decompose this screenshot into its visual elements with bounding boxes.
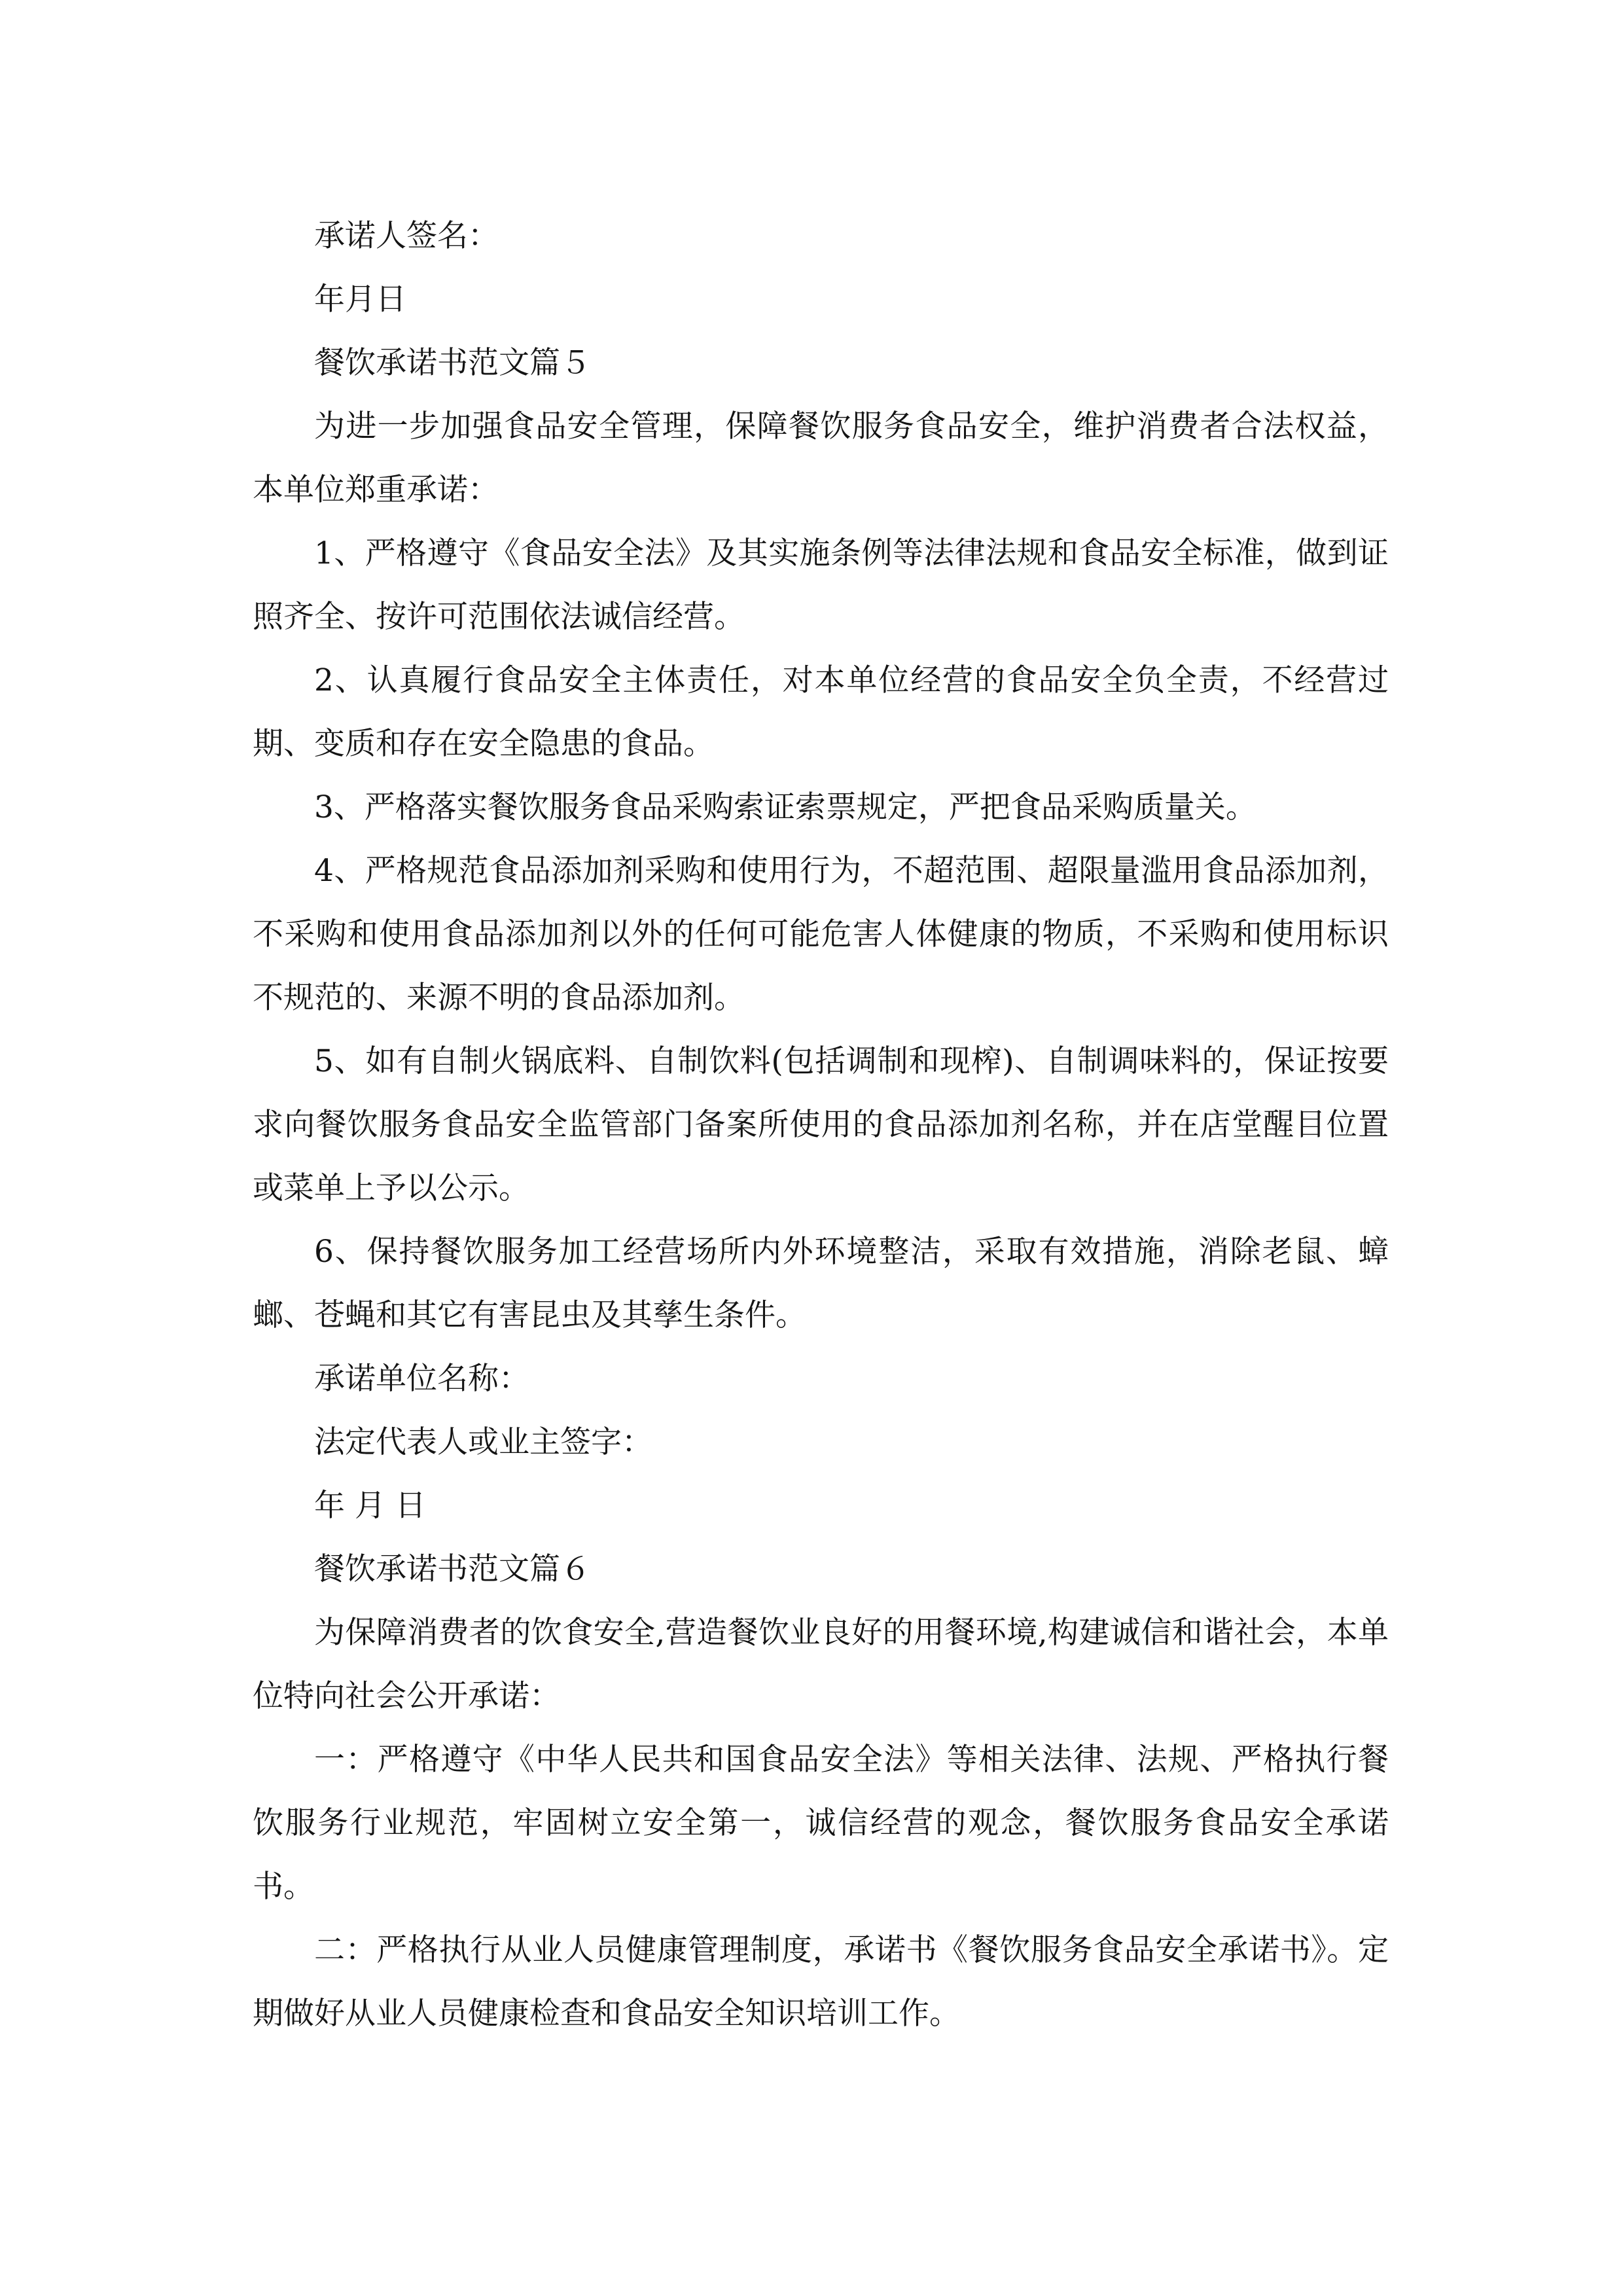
representative-signature-line: 法定代表人或业主签字： xyxy=(314,1424,652,1460)
date-line-spaced: 年 月 日 xyxy=(314,1488,426,1524)
signature-line: 承诺人签名： xyxy=(314,218,499,254)
commitment-item-5: 5、如有自制火锅底料、自制饮料(包括调制和现榨)、自制调味料的，保证按要求向餐饮服务食品安全监管部门备案所使用的食品添加剂名称，并在店堂醒目位置或菜单上予以公示。 xyxy=(253,1043,1389,1206)
date-line: 年月日 xyxy=(314,281,406,317)
unit-name-line: 承诺单位名称： xyxy=(314,1361,529,1397)
commitment-item-3: 3、严格落实餐饮服务食品采购索证索票规定，严把食品采购质量关。 xyxy=(314,789,1257,825)
commitment-item-two: 二：严格执行从业人员健康管理制度，承诺书《餐饮服务食品安全承诺书》。定期做好从业人员健康检查和食品安全知识培训工作。 xyxy=(253,1932,1389,2032)
commitment-item-4: 4、严格规范食品添加剂采购和使用行为，不超范围、超限量滥用食品添加剂，不采购和使用食品添加剂以外的任何可能危害人体健康的物质，不采购和使用标识不规范的、来源不明的食品添加剂。 xyxy=(253,853,1389,1016)
commitment-item-one: 一：严格遵守《中华人民共和国食品安全法》等相关法律、法规、严格执行餐饮服务行业规范，牢固树立安全第一，诚信经营的观念，餐饮服务食品安全承诺书。 xyxy=(253,1742,1389,1905)
commitment-item-6: 6、保持餐饮服务加工经营场所内外环境整洁，采取有效措施，消除老鼠、蟑螂、苍蝇和其它有害昆虫及其孳生条件。 xyxy=(253,1234,1389,1333)
intro-paragraph-6: 为保障消费者的饮食安全,营造餐饮业良好的用餐环境,构建诚信和谐社会，本单位特向社会公开承诺： xyxy=(253,1615,1389,1714)
document-body xyxy=(253,204,1389,2045)
section-title-5: 餐饮承诺书范文篇５ xyxy=(314,345,591,381)
section-title-6: 餐饮承诺书范文篇６ xyxy=(314,1551,591,1587)
commitment-item-2: 2、认真履行食品安全主体责任，对本单位经营的食品安全负全责，不经营过期、变质和存在安全隐患的食品。 xyxy=(253,662,1389,762)
commitment-item-1: 1、严格遵守《食品安全法》及其实施条例等法律法规和食品安全标准，做到证照齐全、按许可范围依法诚信经营。 xyxy=(253,535,1389,635)
intro-paragraph-5: 为进一步加强食品安全管理，保障餐饮服务食品安全，维护消费者合法权益，本单位郑重承诺： xyxy=(253,408,1389,508)
